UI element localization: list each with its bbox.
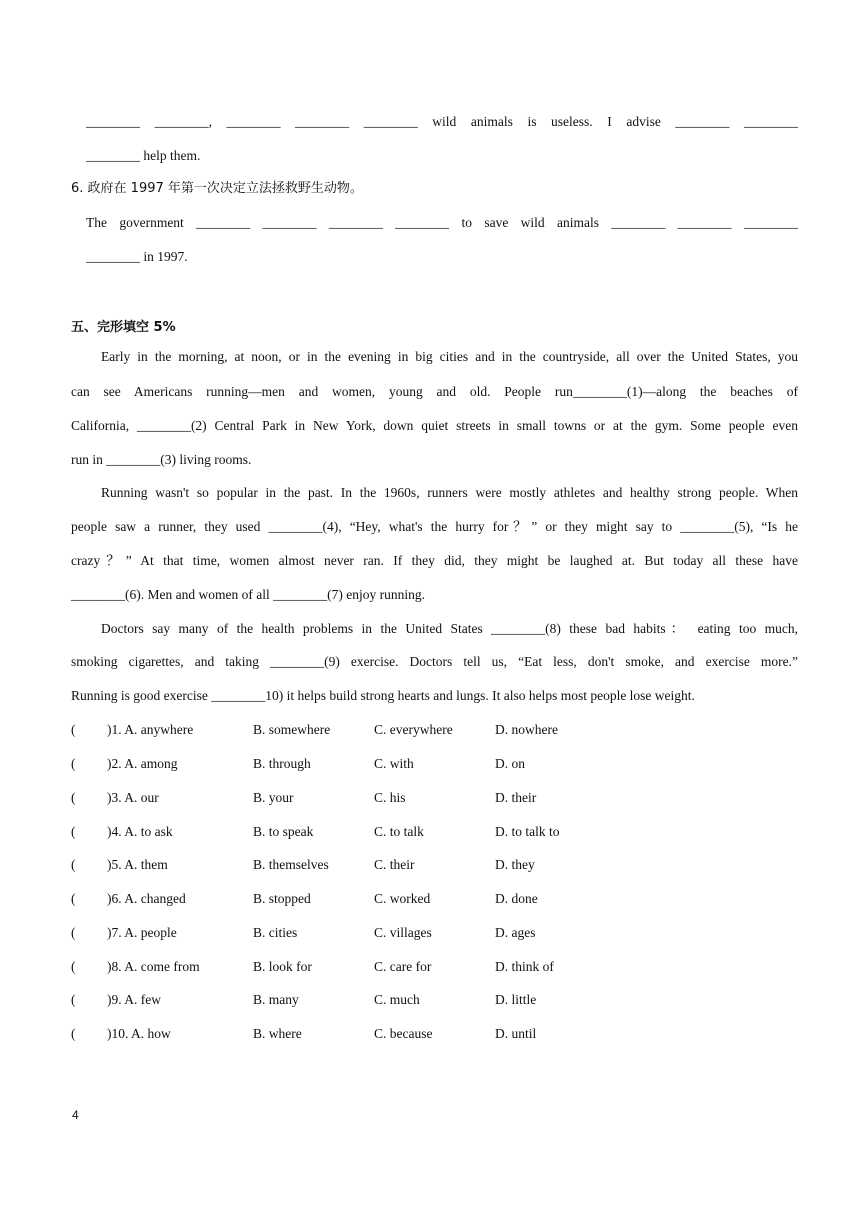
option-c: C. his: [374, 790, 406, 805]
section-title: 五、完形填空 5%: [71, 320, 176, 335]
passage-line: Running is good exercise ________10) it helps build strong hearts and lungs. It also helps most people lose weight.: [71, 688, 695, 703]
option-c: C. worked: [374, 891, 431, 906]
passage-line: Running wasn't so popular in the past. In the 1960s, runners were mostly athletes and healthy strong people. When: [101, 485, 798, 500]
option-d: D. they: [495, 857, 535, 872]
translation-item-6-line-2: ________ in 1997.: [86, 249, 188, 264]
option-a: )1. A. anywhere: [107, 722, 194, 737]
passage-line: people saw a runner, they used ________(4), “Hey, what's the hurry for？” or they might say to ________(5), “Is he: [71, 519, 798, 534]
option-b: B. where: [253, 1026, 302, 1041]
answer-bracket: (: [71, 857, 76, 872]
page-number: 4: [72, 1108, 79, 1122]
translation-item-5-line-2: ________ help them.: [86, 148, 201, 163]
option-c: C. their: [374, 857, 415, 872]
answer-bracket: (: [71, 891, 76, 906]
option-c: C. much: [374, 992, 420, 1007]
option-a: )10. A. how: [107, 1026, 171, 1041]
option-a: )7. A. people: [107, 925, 177, 940]
option-c: C. to talk: [374, 824, 424, 839]
option-row: [71, 924, 798, 942]
option-d: D. think of: [495, 959, 554, 974]
passage-line: Doctors say many of the health problems in the United States ________(8) these bad habits： eating too much,: [101, 621, 798, 636]
answer-bracket: (: [71, 756, 76, 771]
answer-bracket: (: [71, 959, 76, 974]
option-c: C. with: [374, 756, 414, 771]
option-c: C. everywhere: [374, 722, 453, 737]
option-row: [71, 721, 798, 739]
option-row: [71, 856, 798, 874]
answer-bracket: (: [71, 722, 76, 737]
passage-line: run in ________(3) living rooms.: [71, 452, 252, 467]
option-d: D. their: [495, 790, 537, 805]
passage-line: crazy？” At that time, women almost never ran. If they did, they might be laughed at. But today all these have: [71, 553, 798, 568]
option-b: B. look for: [253, 959, 312, 974]
option-row: [71, 890, 798, 908]
option-d: D. ages: [495, 925, 536, 940]
option-a: )4. A. to ask: [107, 824, 173, 839]
option-row: [71, 789, 798, 807]
option-row: [71, 958, 798, 976]
option-d: D. until: [495, 1026, 537, 1041]
option-b: B. through: [253, 756, 311, 771]
option-c: C. care for: [374, 959, 432, 974]
option-a: )8. A. come from: [107, 959, 200, 974]
option-d: D. nowhere: [495, 722, 558, 737]
option-d: D. done: [495, 891, 538, 906]
option-b: B. stopped: [253, 891, 311, 906]
answer-bracket: (: [71, 925, 76, 940]
option-b: B. somewhere: [253, 722, 331, 737]
answer-bracket: (: [71, 790, 76, 805]
option-d: D. on: [495, 756, 525, 771]
option-b: B. themselves: [253, 857, 329, 872]
option-row: [71, 1025, 798, 1043]
option-a: )3. A. our: [107, 790, 159, 805]
option-a: )6. A. changed: [107, 891, 186, 906]
answer-bracket: (: [71, 824, 76, 839]
answer-bracket: (: [71, 992, 76, 1007]
option-c: C. villages: [374, 925, 432, 940]
option-row: [71, 755, 798, 773]
option-a: )9. A. few: [107, 992, 161, 1007]
option-d: D. to talk to: [495, 824, 560, 839]
translation-item-5-line-1: ________ ________, ________ ________ ________ wild animals is useless. I advise ________ ________: [86, 114, 798, 129]
option-b: B. cities: [253, 925, 298, 940]
option-d: D. little: [495, 992, 537, 1007]
answer-bracket: (: [71, 1026, 76, 1041]
option-b: B. many: [253, 992, 299, 1007]
option-row: [71, 991, 798, 1009]
translation-item-6-prompt: 6. 政府在 1997 年第一次决定立法拯救野生动物。: [71, 181, 363, 196]
option-c: C. because: [374, 1026, 433, 1041]
passage-line: can see Americans running—men and women, young and old. People run________(1)—along the beaches of: [71, 384, 798, 399]
option-row: [71, 823, 798, 841]
passage-line: ________(6). Men and women of all ________(7) enjoy running.: [71, 587, 425, 602]
option-a: )5. A. them: [107, 857, 168, 872]
option-a: )2. A. among: [107, 756, 178, 771]
passage-line: California, ________(2) Central Park in New York, down quiet streets in small towns or at the gym. Some people even: [71, 418, 798, 433]
option-b: B. to speak: [253, 824, 314, 839]
option-b: B. your: [253, 790, 294, 805]
translation-item-6-line-1: The government ________ ________ ________ ________ to save wild animals ________ ________ ________: [86, 215, 798, 230]
passage-line: smoking cigarettes, and taking ________(9) exercise. Doctors tell us, “Eat less, don't smoke, and exercise more.”: [71, 654, 798, 669]
passage-line: Early in the morning, at noon, or in the evening in big cities and in the countryside, all over the United States, you: [101, 349, 798, 364]
